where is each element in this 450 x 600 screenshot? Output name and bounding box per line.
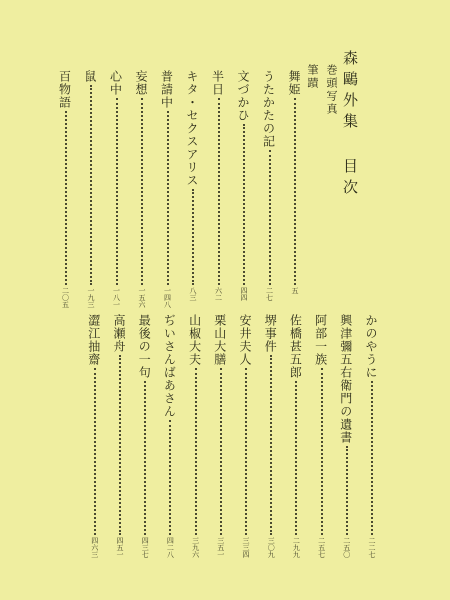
- toc-entry-title: 最後の一句: [137, 314, 152, 379]
- toc-leader-dots: [270, 355, 272, 535]
- toc-page-number: 二五七: [317, 537, 326, 558]
- toc-page-number: 四五一: [116, 537, 124, 558]
- toc-page-number: 四四: [240, 287, 248, 301]
- toc-leader-dots: [90, 85, 92, 285]
- toc-entry-title: 澀江抽齋: [86, 314, 101, 366]
- toc-entry-title: 百物語: [57, 70, 72, 109]
- toc-entry-title: 鼠: [83, 70, 97, 83]
- toc-leader-dots: [321, 368, 323, 535]
- toc-entry-title: 堺事件: [263, 314, 278, 353]
- toc-page-number: 一四八: [163, 287, 172, 308]
- toc-leader-dots: [245, 368, 247, 535]
- toc-leader-dots: [65, 111, 67, 285]
- toc-leader-dots: [116, 98, 118, 285]
- toc-page-number: 四三七: [141, 537, 150, 558]
- toc-entry-title: 栗山大膳: [212, 314, 227, 366]
- toc-leader-dots: [169, 420, 171, 535]
- toc-leader-dots: [269, 150, 271, 285]
- toc-page-number: 五: [291, 287, 299, 294]
- toc-entry-title: 舞姫: [287, 70, 301, 96]
- toc-subtitle-photo: 巻頭写真: [325, 64, 338, 116]
- toc-page-number: 八三: [189, 287, 197, 301]
- toc-page-number: 三〇九: [267, 537, 276, 558]
- toc-entry-title: 高瀬舟: [112, 314, 126, 353]
- toc-leader-dots: [195, 368, 197, 535]
- toc-page-number: 四二八: [166, 537, 175, 558]
- toc-entry-title: 半日: [210, 70, 225, 96]
- toc-leader-dots: [220, 368, 222, 535]
- toc-page-number: 二九九: [292, 537, 301, 558]
- toc-leader-dots: [294, 98, 296, 285]
- toc-page-number: 三五一: [216, 537, 225, 558]
- toc-page-number: 六二: [214, 287, 223, 301]
- toc-page-number: 一八一: [112, 287, 121, 308]
- toc-page-number: 三三四: [242, 537, 250, 558]
- toc-entry-title: ぢいさんばあさん: [162, 314, 177, 418]
- toc-page-number: 二〇五: [61, 287, 70, 308]
- toc-page-number: 四六三: [90, 537, 99, 558]
- toc-leader-dots: [119, 355, 121, 535]
- toc-entry-title: 安井夫人: [238, 314, 252, 366]
- toc-leader-dots: [346, 446, 348, 535]
- toc-leader-dots: [144, 381, 146, 535]
- toc-entry-title: 佐橋甚五郎: [288, 314, 303, 379]
- toc-entry-title: 興津彌五右衛門の遺書: [338, 314, 353, 444]
- toc-leader-dots: [243, 124, 245, 285]
- toc-leader-dots: [192, 189, 194, 285]
- toc-page-number: 二七: [265, 287, 274, 301]
- binding-edge: [425, 0, 450, 600]
- toc-entry-title: 普請中: [159, 70, 174, 109]
- toc-page-number: 一五六: [138, 287, 146, 308]
- toc-entry-title: 山椒大夫: [187, 314, 202, 366]
- toc-page-number: 二二七: [368, 537, 376, 558]
- toc-entry-title: かのやうに: [364, 314, 378, 379]
- toc-page-number: 一九三: [87, 287, 95, 308]
- toc-entry-title: うたかたの記: [261, 70, 276, 148]
- toc-subtitle-handwriting: 筆蹟: [306, 64, 319, 90]
- toc-leader-dots: [141, 98, 143, 285]
- toc-entry-title: 心中: [108, 70, 123, 96]
- toc-entry-title: 文づかひ: [236, 70, 250, 122]
- toc-title: 森鷗外集 目次: [341, 50, 359, 200]
- toc-page-number: 三九六: [191, 537, 200, 558]
- toc-leader-dots: [295, 381, 297, 535]
- toc-leader-dots: [167, 111, 169, 285]
- toc-leader-dots: [218, 98, 220, 285]
- toc-entry-title: 妄想: [134, 70, 148, 96]
- toc-leader-dots: [94, 368, 96, 535]
- toc-page-number: 二五〇: [342, 537, 351, 558]
- toc-entry-title: 阿部一族: [313, 314, 328, 366]
- toc-entry-title: キタ・セクスアリス: [185, 70, 199, 187]
- toc-leader-dots: [371, 381, 373, 535]
